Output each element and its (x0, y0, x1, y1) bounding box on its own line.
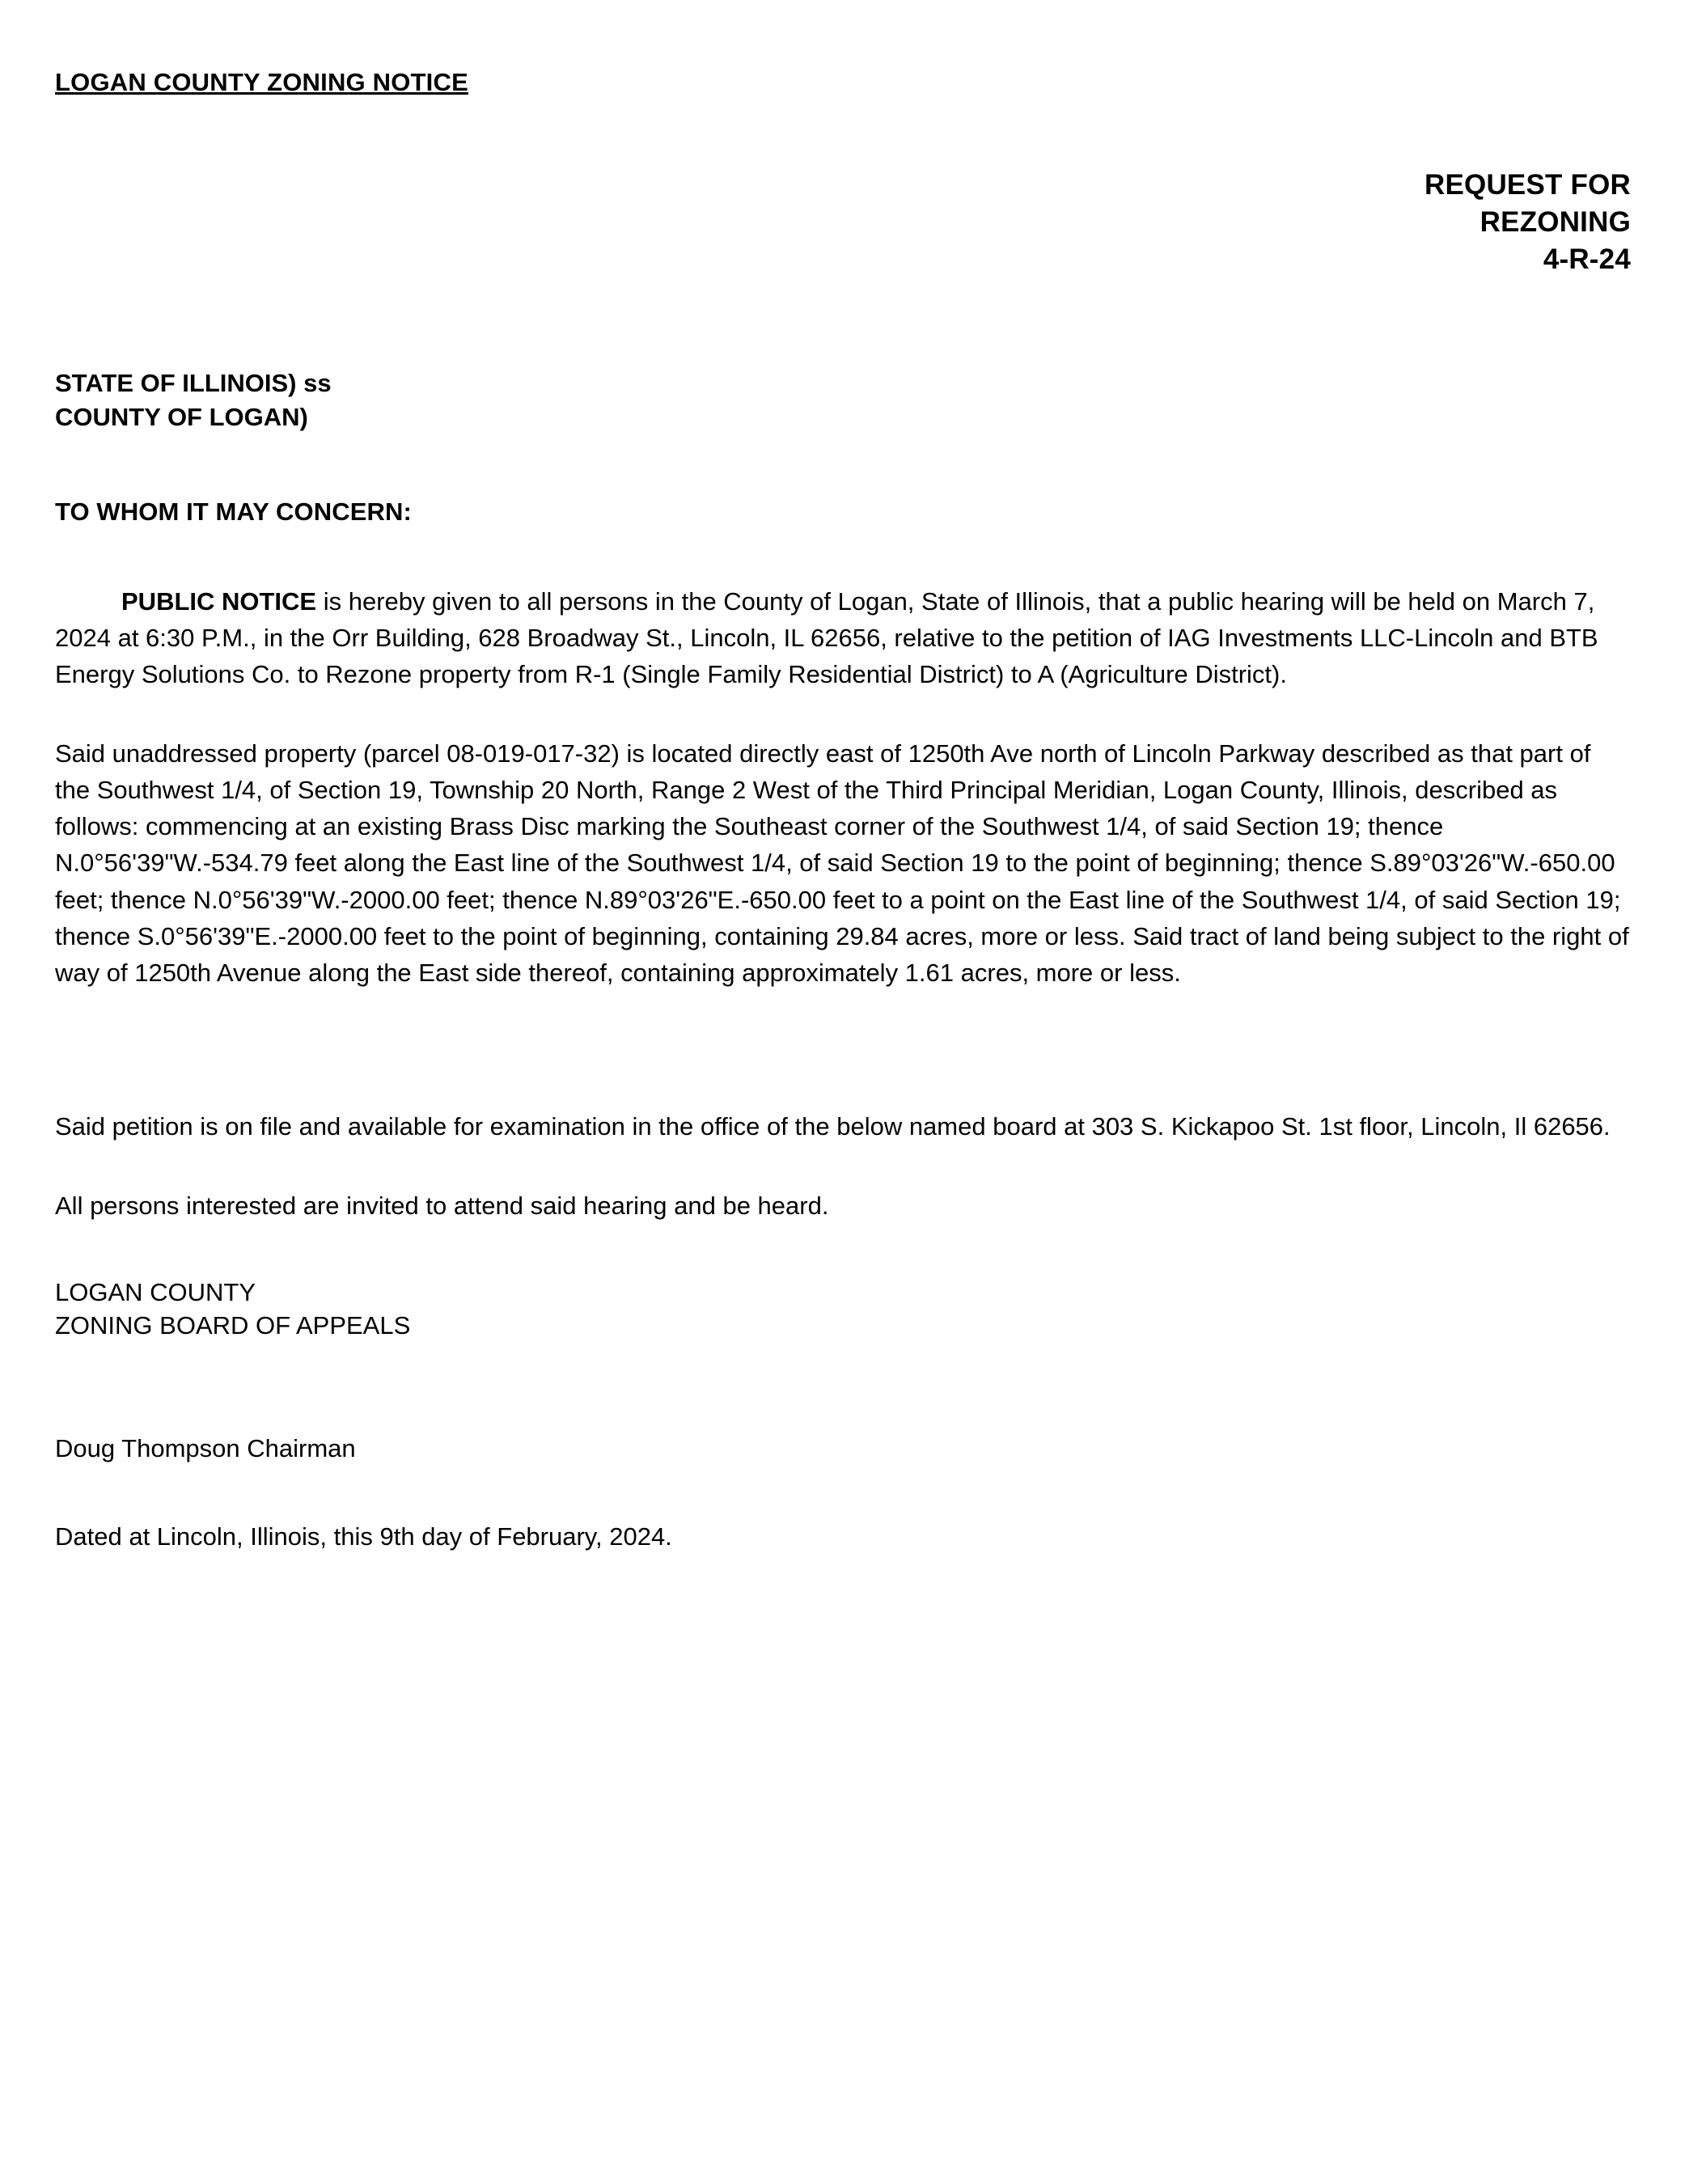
salutation: TO WHOM IT MAY CONCERN: (55, 497, 412, 526)
public-notice-label: PUBLIC NOTICE (121, 586, 317, 616)
signer-role: Chairman (247, 1433, 356, 1462)
state-line: STATE OF ILLINOIS) ss (55, 368, 332, 397)
public-notice-paragraph (55, 583, 1631, 693)
board-block (55, 1276, 1631, 1343)
jurisdiction-block (55, 366, 1631, 434)
petition-on-file-paragraph: Said petition is on file and available for examination in the office of the below named board at 303 S. Kickapoo St. 1st floor, Lincoln, Il 62656. (55, 1112, 1611, 1141)
request-line-2: REZONING (1479, 206, 1631, 239)
spacer (55, 1016, 1631, 1066)
request-case-number: 4-R-24 (1543, 243, 1631, 276)
request-line-1: REQUEST FOR (1424, 169, 1631, 201)
request-heading (55, 167, 1631, 279)
dated-line: Dated at Lincoln, Illinois, this 9th day of February, 2024. (55, 1522, 672, 1551)
county-line: COUNTY OF LOGAN) (55, 402, 308, 431)
invitation-paragraph: All persons interested are invited to attend said hearing and be heard. (55, 1191, 829, 1220)
public-notice-text: is hereby given to all persons in the County of Logan, State of Illinois, that a public hearing will be held on March 7, 2024 at 6:30 P.M., in the Orr Building, 628 Broadway St., Lincoln, IL 62656, relative to the petition of IAG Investments LLC-Lincoln and BTB Energy Solutions Co. to Rezone property from R-1 (Single Family Residential District) to A (Agriculture District). (55, 586, 1598, 689)
page-title: LOGAN COUNTY ZONING NOTICE (55, 68, 468, 96)
board-line-2: ZONING BOARD OF APPEALS (55, 1311, 411, 1340)
board-line-1: LOGAN COUNTY (55, 1277, 256, 1306)
legal-description-paragraph: Said unaddressed property (parcel 08-019-017-32) is located directly east of 1250th Ave north of Lincoln Parkway described as that part of the Southwest 1/4, of Section 19, Township 20 North, Range 2 West of the Third Principal Meridian, Logan County, Illinois, described as follows: commencing at an existing Brass Disc marking the Southeast corner of the Southwest 1/4, of said Section 19; thence N.0°56'39"W.-534.79 feet along the East line of the Southwest 1/4, of said Section 19 to the point of beginning; thence S.89°03'26"W.-650.00 feet; thence N.0°56'39"W.-2000.00 feet; thence N.89°03'26"E.-650.00 feet to a point on the East line of the Southwest 1/4, of said Section 19; thence S.0°56'39"E.-2000.00 feet to the point of beginning, containing 29.84 acres, more or less. Said tract of land being subject to the right of way of 1250th Avenue along the East side thereof, containing approximately 1.61 acres, more or less. (55, 739, 1629, 988)
signer-name: Doug Thompson (55, 1433, 240, 1462)
signer-block (55, 1432, 1631, 1466)
